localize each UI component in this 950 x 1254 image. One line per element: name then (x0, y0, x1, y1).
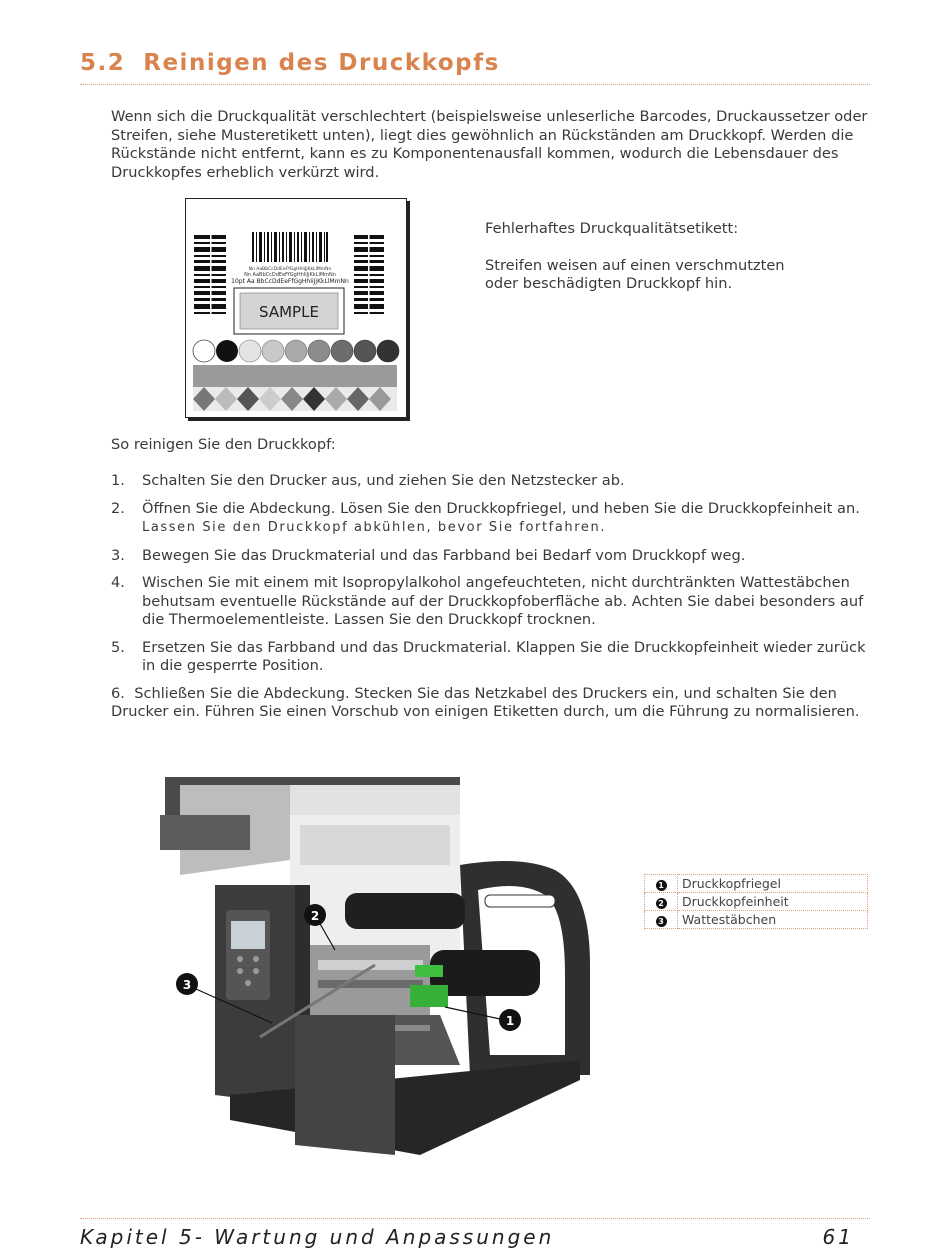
label-text-line3: 10pt Aa BbCcDdEeFfGgHhIiJjKkLlMmNn (231, 278, 349, 285)
step-text: Ersetzen Sie das Farbband und das Druckmaterial. Klappen Sie die Druckkopfeinheit wieder zurück in die gesperrte Position. (142, 638, 866, 674)
step-item (111, 639, 871, 676)
step-number: 6. (111, 684, 125, 702)
left-barcode (194, 235, 226, 315)
step-item (111, 500, 871, 538)
label-description-title: Fehlerhaftes Druckqualitätsetikett: (485, 220, 739, 237)
legend-row (645, 893, 868, 911)
legend-number: 1 (656, 880, 667, 891)
step-note: Lassen Sie den Druckkopf abkühlen, bevor Sie fortfahren. (142, 520, 607, 535)
step-number: 5. (111, 638, 125, 656)
section-title: Reinigen des Druckkopfs (143, 50, 500, 76)
section-number: 5.2 (80, 50, 126, 76)
svg-text:2: 2 (310, 909, 320, 923)
legend-label: Wattestäbchen (678, 911, 868, 929)
right-barcode (354, 235, 384, 315)
legend-number: 3 (656, 916, 667, 927)
intro-paragraph: Wenn sich die Druckqualität verschlechtert (beispielsweise unleserliche Barcodes, Druckaussetzer oder Streifen, siehe Musteretikett unten), liegt dies gewöhnlich an Rückständen am Druckkopf. Werden die Rückstände nicht entfernt, kann es zu Komponentenausfall kommen, wodurch die Lebensdauer des Druckkopfes erheblich verkürzt wird. (111, 108, 868, 181)
green-latch (415, 965, 443, 977)
gray-band (193, 365, 397, 387)
printer-illustration (160, 775, 600, 1165)
page-footer (80, 1218, 870, 1249)
step-number: 3. (111, 546, 125, 564)
display-screen (231, 921, 265, 949)
step-item (111, 685, 871, 722)
halftone-circles (193, 340, 399, 362)
step-item (111, 547, 871, 566)
legend-label: Druckkopfeinheit (678, 893, 868, 911)
legend-label: Druckkopfriegel (678, 875, 868, 893)
step-text: Wischen Sie mit einem mit Isopropylalkohol angefeuchteten, nicht durchtränkten Wattestäbchen behutsam eventuelle Rückstände auf der Druckkopfoberfläche ab. Achten Sie dabei besonders auf die Thermoelementleiste. Lassen Sie den Druckkopf trocknen. (142, 574, 864, 628)
legend-row (645, 911, 868, 929)
step-number: 4. (111, 574, 125, 591)
callout-2 (304, 904, 326, 926)
section-heading (80, 50, 870, 85)
svg-text:3: 3 (182, 978, 192, 992)
step-number: 1. (111, 472, 125, 489)
legend-number: 2 (656, 898, 667, 909)
steps-list (111, 472, 871, 731)
callout-1 (499, 1009, 521, 1031)
callout-legend (644, 874, 868, 929)
svg-text:1: 1 (505, 1014, 515, 1028)
sample-label-image (185, 198, 407, 418)
label-text-line2: Nn AaBbCcDdEeFfGgHhIiJjKkLlMmNn (244, 272, 336, 278)
step-number: 2. (111, 499, 125, 517)
step-text: Öffnen Sie die Abdeckung. Lösen Sie den Druckkopfriegel, und heben Sie die Druckkopfeinheit an. (142, 499, 860, 517)
label-description (485, 220, 785, 294)
sample-text: SAMPLE (259, 303, 319, 321)
top-barcode (252, 232, 328, 262)
step-text: Schalten Sie den Drucker aus, und ziehen Sie den Netzstecker ab. (142, 472, 625, 489)
legend-row (645, 875, 868, 893)
footer-page-number: 61 (822, 1225, 854, 1249)
step-text: Schließen Sie die Abdeckung. Stecken Sie das Netzkabel des Druckers ein, und schalten Sie den Drucker ein. Führen Sie einen Vorschub von einigen Etiketten durch, um die Führung zu normalisieren. (111, 684, 860, 720)
footer-chapter: Kapitel 5- Wartung und Anpassungen (80, 1225, 555, 1249)
diamond-band (193, 387, 397, 411)
ribbon-spindle (345, 893, 465, 929)
step-text: Bewegen Sie das Druckmaterial und das Farbband bei Bedarf vom Druckkopf weg. (142, 546, 746, 564)
label-text-line1: Nn AaBbCcDdEeFfGgHhIiJjKkLlMmNn (248, 267, 332, 272)
step-item (111, 574, 871, 630)
steps-intro: So reinigen Sie den Druckkopf: (111, 436, 336, 453)
callout-3 (176, 973, 198, 995)
label-description-text: Streifen weisen auf einen verschmutzten oder beschädigten Druckkopf hin. (485, 256, 785, 292)
sample-label-graphic (186, 199, 406, 417)
step-item (111, 472, 871, 491)
printer-graphic (160, 775, 600, 1165)
